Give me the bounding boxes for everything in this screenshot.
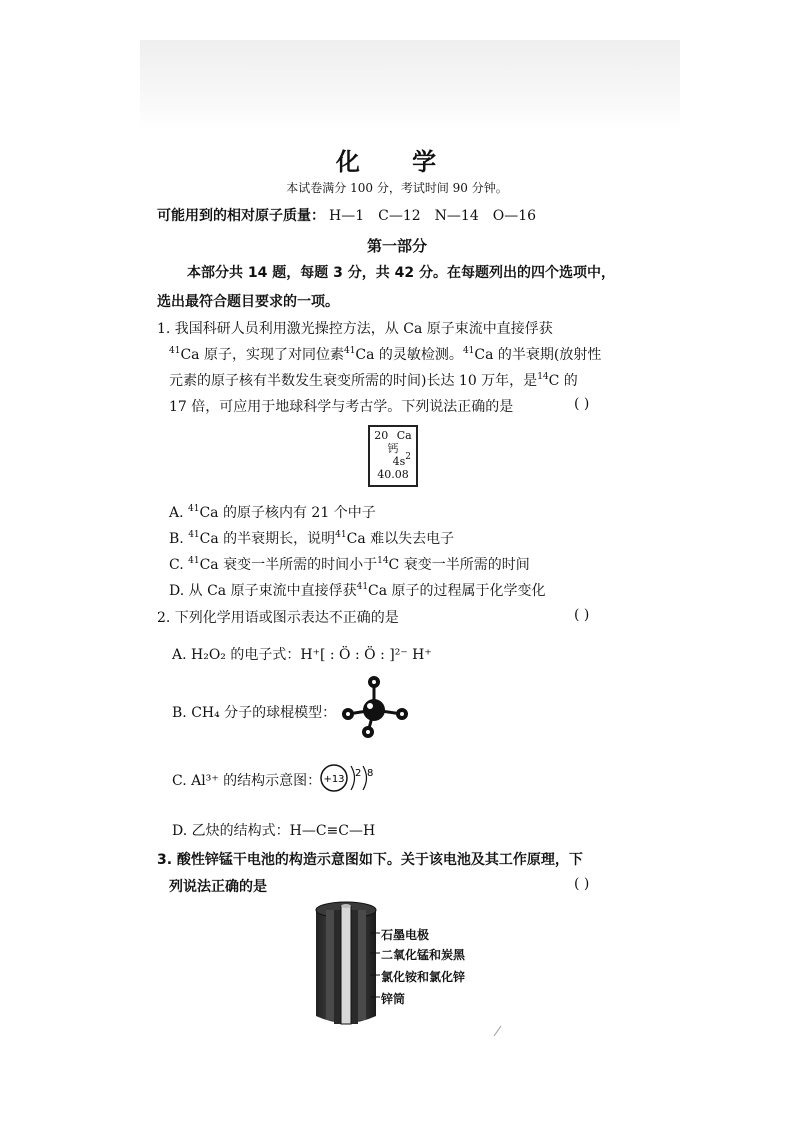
- mass-o: O—16: [492, 208, 537, 224]
- scan-shadow: [140, 40, 680, 130]
- atomic-mass: 40.08: [377, 468, 409, 481]
- q1-option-d[interactable]: D. 从 Ca 原子束流中直接俘获$^{41}$Ca 原子的过程属于化学变化: [169, 582, 546, 599]
- q1-option-c[interactable]: C. $^{41}$Ca 衰变一半所需的时间小于$^{14}$C 衰变一半所需的时间: [169, 556, 530, 573]
- shell-2-electrons: 8: [367, 768, 374, 779]
- mass-c: C—12: [378, 208, 421, 224]
- atomic-mass-line: [157, 205, 550, 225]
- q1-option-a[interactable]: A. $^{41}$Ca 的原子核内有 21 个中子: [169, 504, 376, 521]
- mass-h: H—1: [329, 208, 365, 224]
- electron-config: $4s^2$: [392, 452, 411, 468]
- q1-line-1: 1. 我国科研人员利用激光操控方法，从 Ca 原子束流中直接俘获: [157, 321, 553, 337]
- mass-n: N—14: [434, 208, 479, 224]
- instructions-line-2: 选出最符合题目要求的一项。: [157, 294, 339, 310]
- q1-line-2: $^{41}$Ca 原子，实现了对同位素$^{41}$Ca 的灵敏检测。$^{41}$Ca 的半衰期(放射性: [169, 346, 602, 363]
- q3-stem-line-1: 3. 酸性锌锰干电池的构造示意图如下。关于该电池及其工作原理，下: [157, 852, 583, 868]
- q1-line-3: 元素的原子核有半数发生衰变所需的时间)长达 10 万年，是$^{14}$C 的: [169, 372, 578, 389]
- page-title: 化 学: [335, 148, 459, 176]
- q1-option-b[interactable]: B. $^{41}$Ca 的半衰期长，说明$^{41}$Ca 难以失去电子: [169, 530, 455, 547]
- exam-subtitle: 本试卷满分 100 分，考试时间 90 分钟。: [286, 181, 508, 195]
- label-zinc-can: 锌筒: [381, 992, 406, 1006]
- atomic-number: 20: [374, 429, 389, 442]
- al3-nucleus-charge: +13: [323, 774, 345, 785]
- scan-mark: [492, 1024, 504, 1038]
- part-title: 第一部分: [366, 237, 427, 255]
- element-name: 钙: [387, 442, 399, 455]
- shell-1-electrons: 2: [355, 768, 362, 779]
- q2-stem: 2. 下列化学用语或图示表达不正确的是: [157, 610, 399, 626]
- al3-structure-diagram: [318, 760, 378, 796]
- atomic-mass-label: 可能用到的相对原子质量：: [157, 208, 325, 224]
- q3-stem-line-2: 列说法正确的是: [169, 879, 267, 895]
- q2-option-a[interactable]: A. H₂O₂ 的电子式：H⁺[ : Ö : Ö : ]²⁻ H⁺: [172, 647, 432, 663]
- calcium-element-card: [368, 425, 418, 487]
- q2-option-b[interactable]: B. CH₄ 分子的球棍模型：: [172, 705, 337, 721]
- q2-option-d[interactable]: D. 乙炔的结构式：H—C≡C—H: [172, 823, 376, 839]
- label-nh4cl-zncl2: 氯化铵和氯化锌: [381, 970, 466, 984]
- h2o2-electron-formula: H⁺[ : Ö : Ö : ]²⁻ H⁺: [300, 647, 432, 663]
- ch4-ball-stick-model: [336, 670, 416, 740]
- q1-line-4: 17 倍，可应用于地球科学与考古学。下列说法正确的是: [169, 399, 514, 415]
- q1-answer-bracket[interactable]: ( ): [574, 396, 590, 412]
- instructions-line-1: 本部分共 14 题，每题 3 分，共 42 分。在每题列出的四个选项中，: [187, 265, 615, 281]
- q2-option-c[interactable]: C. Al³⁺ 的结构示意图：: [172, 773, 322, 789]
- element-symbol: Ca: [396, 429, 412, 442]
- label-graphite-electrode: 石墨电极: [381, 928, 430, 942]
- q3-answer-bracket[interactable]: ( ): [574, 876, 590, 892]
- q2-answer-bracket[interactable]: ( ): [574, 607, 590, 623]
- label-mno2-carbon-black: 二氧化锰和炭黑: [381, 948, 466, 962]
- ethyne-structural-formula: H—C≡C—H: [289, 823, 376, 839]
